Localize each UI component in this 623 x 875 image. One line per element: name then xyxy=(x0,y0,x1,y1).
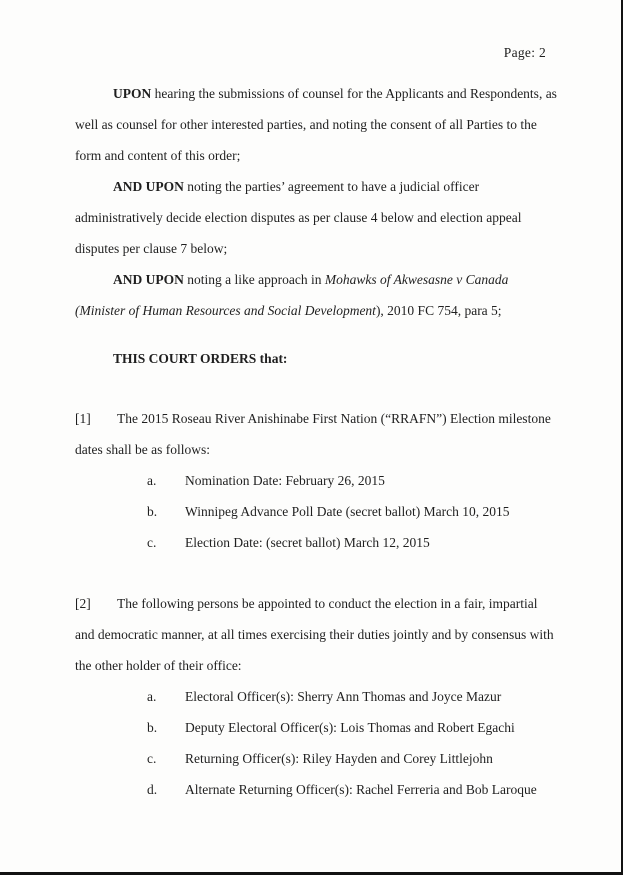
recital-lead-text: AND UPON xyxy=(113,179,184,194)
recital-body-text: hearing the submissions of counsel for the Applicants and Respondents, as well as counsel for other interested parties, and noting the consent of all Parties to the form and content of this order; xyxy=(75,86,557,163)
recital-body-text: ), 2010 FC 754, para 5; xyxy=(375,303,502,318)
list-item xyxy=(147,496,558,527)
order-paragraph xyxy=(75,403,558,465)
list-item-text: Winnipeg Advance Poll Date (secret ballot) March 10, 2015 xyxy=(185,504,510,519)
recital-lead-text: UPON xyxy=(113,86,152,101)
recital-body-text: noting the parties’ agreement to have a judicial officer administratively decide election disputes as per clause 4 below and election appeal disputes per clause 7 below; xyxy=(75,179,522,256)
list-item xyxy=(147,527,558,558)
document-content xyxy=(75,78,558,805)
orders-heading: THIS COURT ORDERS that: xyxy=(113,351,288,366)
milestone-dates-list xyxy=(147,465,558,558)
recital-paragraph-and-upon-1 xyxy=(75,171,558,264)
list-item xyxy=(147,681,558,712)
clause-number: [2] xyxy=(75,596,91,611)
order-clause-2 xyxy=(75,588,558,805)
clause-text: The 2015 Roseau River Anishinabe First Nation (“RRAFN”) Election milestone dates shall be as follows: xyxy=(75,411,551,457)
clause-text: The following persons be appointed to conduct the election in a fair, impartial and democratic manner, at all times exercising their duties jointly and by consensus with the other holder of their office: xyxy=(75,596,554,673)
order-clause-1 xyxy=(75,403,558,558)
recital-lead-text: AND UPON xyxy=(113,272,184,287)
list-item-label: c. xyxy=(147,535,157,550)
appointed-officers-list xyxy=(147,681,558,805)
list-item-text: Nomination Date: February 26, 2015 xyxy=(185,473,385,488)
list-item-label: b. xyxy=(147,720,158,735)
list-item-text: Deputy Electoral Officer(s): Lois Thomas and Robert Egachi xyxy=(185,720,515,735)
list-item xyxy=(147,774,558,805)
list-item-label: b. xyxy=(147,504,158,519)
recital-paragraph-upon xyxy=(75,78,558,171)
page-number: Page: 2 xyxy=(503,45,546,60)
list-item xyxy=(147,743,558,774)
list-item-label: d. xyxy=(147,782,158,797)
recital-paragraph-and-upon-2 xyxy=(75,264,558,326)
list-item xyxy=(147,712,558,743)
list-item-text: Election Date: (secret ballot) March 12, 2015 xyxy=(185,535,430,550)
case-citation: Mohawks of Akwesasne v Canada (Minister of Human Resources and Social Development xyxy=(75,272,509,318)
list-item-label: a. xyxy=(147,473,157,488)
order-paragraph xyxy=(75,588,558,681)
clause-number: [1] xyxy=(75,411,91,426)
list-item-text: Alternate Returning Officer(s): Rachel Ferreria and Bob Laroque xyxy=(185,782,537,797)
list-item-label: a. xyxy=(147,689,157,704)
list-item xyxy=(147,465,558,496)
list-item-label: c. xyxy=(147,751,157,766)
recital-body-text: noting a like approach in xyxy=(183,272,325,287)
list-item-text: Returning Officer(s): Riley Hayden and Corey Littlejohn xyxy=(185,751,493,766)
list-item-text: Electoral Officer(s): Sherry Ann Thomas and Joyce Mazur xyxy=(185,689,502,704)
